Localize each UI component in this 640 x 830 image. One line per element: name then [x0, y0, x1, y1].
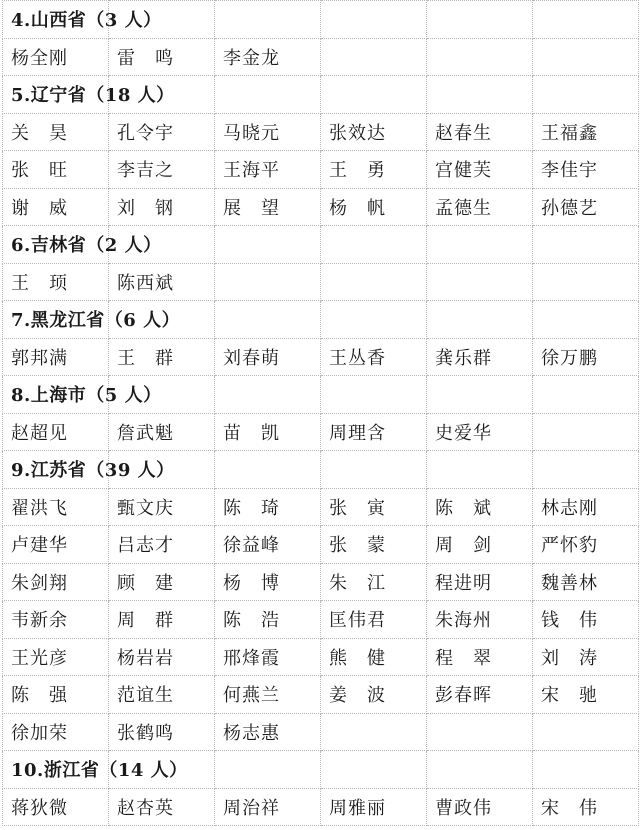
name-cell: 王福鑫: [533, 113, 639, 151]
empty-cell: [533, 301, 639, 339]
name-cell: 甄文庆: [109, 488, 215, 526]
name-cell: 钱 伟: [533, 601, 639, 639]
name-row: [3, 413, 639, 451]
name-cell: 匡伟君: [321, 601, 427, 639]
name-cell: 程进明: [427, 563, 533, 601]
name-row: [3, 676, 639, 714]
empty-cell: [533, 713, 639, 751]
empty-cell: [427, 38, 533, 76]
name-cell: 程 翠: [427, 638, 533, 676]
name-cell: 蒋狄微: [3, 788, 109, 826]
empty-cell: [427, 451, 533, 489]
empty-cell: [533, 751, 639, 789]
empty-cell: [321, 751, 427, 789]
section-header-row: [3, 1, 639, 39]
name-cell: 李金龙: [215, 38, 321, 76]
section-header: 5.辽宁省（18 人）: [3, 76, 109, 114]
name-row: [3, 563, 639, 601]
name-row: [3, 188, 639, 226]
name-cell: 张 旺: [3, 151, 109, 189]
name-cell: 宋 伟: [533, 788, 639, 826]
name-cell: 熊 健: [321, 638, 427, 676]
name-cell: 李吉之: [109, 151, 215, 189]
name-cell: 林志刚: [533, 488, 639, 526]
empty-cell: [321, 1, 427, 39]
name-cell: 张 蒙: [321, 526, 427, 564]
name-cell: 邢烽霞: [215, 638, 321, 676]
empty-cell: [427, 263, 533, 301]
name-cell: 刘 涛: [533, 638, 639, 676]
name-cell: 翟洪飞: [3, 488, 109, 526]
name-cell: 范谊生: [109, 676, 215, 714]
empty-cell: [427, 76, 533, 114]
name-cell: 韦新余: [3, 601, 109, 639]
section-header-row: [3, 751, 639, 789]
name-cell: 孔令宇: [109, 113, 215, 151]
name-row: [3, 713, 639, 751]
empty-cell: [215, 263, 321, 301]
section-header: 6.吉林省（2 人）: [3, 226, 109, 264]
name-row: [3, 151, 639, 189]
section-header-row: [3, 376, 639, 414]
name-cell: 赵超见: [3, 413, 109, 451]
name-cell: 朱剑翔: [3, 563, 109, 601]
name-cell: 杨岩岩: [109, 638, 215, 676]
roster-table: [2, 0, 639, 826]
name-cell: 陈 强: [3, 676, 109, 714]
name-cell: 詹武魁: [109, 413, 215, 451]
name-cell: 展 望: [215, 188, 321, 226]
name-cell: 孟德生: [427, 188, 533, 226]
name-row: [3, 338, 639, 376]
name-cell: 周理含: [321, 413, 427, 451]
empty-cell: [321, 38, 427, 76]
name-cell: 谢 威: [3, 188, 109, 226]
name-cell: 卢建华: [3, 526, 109, 564]
section-header: 7.黑龙江省（6 人）: [3, 301, 109, 339]
section-header-row: [3, 451, 639, 489]
empty-cell: [533, 76, 639, 114]
name-cell: 徐加荣: [3, 713, 109, 751]
section-header: 8.上海市（5 人）: [3, 376, 109, 414]
empty-cell: [533, 263, 639, 301]
name-cell: 徐益峰: [215, 526, 321, 564]
empty-cell: [321, 301, 427, 339]
name-row: [3, 601, 639, 639]
name-cell: 刘 钢: [109, 188, 215, 226]
name-cell: 吕志才: [109, 526, 215, 564]
name-cell: 周治祥: [215, 788, 321, 826]
name-cell: 龚乐群: [427, 338, 533, 376]
name-cell: 宋 驰: [533, 676, 639, 714]
name-cell: 魏善林: [533, 563, 639, 601]
section-header-row: [3, 76, 639, 114]
empty-cell: [427, 751, 533, 789]
empty-cell: [427, 376, 533, 414]
empty-cell: [427, 226, 533, 264]
name-cell: 彭春晖: [427, 676, 533, 714]
name-cell: 曹政伟: [427, 788, 533, 826]
empty-cell: [533, 38, 639, 76]
name-cell: 王海平: [215, 151, 321, 189]
section-header-row: [3, 301, 639, 339]
empty-cell: [215, 751, 321, 789]
name-cell: 杨 博: [215, 563, 321, 601]
empty-cell: [321, 76, 427, 114]
empty-cell: [533, 451, 639, 489]
name-cell: 王丛香: [321, 338, 427, 376]
name-cell: 刘春萌: [215, 338, 321, 376]
empty-cell: [427, 1, 533, 39]
empty-cell: [321, 713, 427, 751]
name-cell: 陈 斌: [427, 488, 533, 526]
empty-cell: [427, 713, 533, 751]
name-cell: 陈 琦: [215, 488, 321, 526]
empty-cell: [215, 226, 321, 264]
name-cell: 何燕兰: [215, 676, 321, 714]
name-cell: 苗 凯: [215, 413, 321, 451]
empty-cell: [321, 376, 427, 414]
name-cell: 朱海州: [427, 601, 533, 639]
name-cell: 杨志惠: [215, 713, 321, 751]
name-cell: 顾 建: [109, 563, 215, 601]
name-cell: 王 勇: [321, 151, 427, 189]
section-header: 4.山西省（3 人）: [3, 1, 109, 39]
name-row: [3, 638, 639, 676]
empty-cell: [427, 301, 533, 339]
name-row: [3, 113, 639, 151]
name-row: [3, 38, 639, 76]
name-cell: 关 昊: [3, 113, 109, 151]
name-row: [3, 788, 639, 826]
name-row: [3, 488, 639, 526]
name-cell: 马晓元: [215, 113, 321, 151]
name-cell: 史爱华: [427, 413, 533, 451]
empty-cell: [215, 76, 321, 114]
name-cell: 徐万鹏: [533, 338, 639, 376]
name-cell: 杨 帆: [321, 188, 427, 226]
section-header: 10.浙江省（14 人）: [3, 751, 109, 789]
name-cell: 王 群: [109, 338, 215, 376]
empty-cell: [321, 226, 427, 264]
name-cell: 王 顼: [3, 263, 109, 301]
name-cell: 姜 波: [321, 676, 427, 714]
name-cell: 赵杏英: [109, 788, 215, 826]
name-cell: 赵春生: [427, 113, 533, 151]
name-cell: 周雅丽: [321, 788, 427, 826]
empty-cell: [533, 226, 639, 264]
empty-cell: [215, 301, 321, 339]
name-cell: 张 寅: [321, 488, 427, 526]
name-cell: 雷 鸣: [109, 38, 215, 76]
name-cell: 王光彦: [3, 638, 109, 676]
name-cell: 陈西斌: [109, 263, 215, 301]
name-cell: 杨全刚: [3, 38, 109, 76]
name-cell: 张鹤鸣: [109, 713, 215, 751]
name-cell: 严怀豹: [533, 526, 639, 564]
empty-cell: [215, 451, 321, 489]
name-cell: 朱 江: [321, 563, 427, 601]
name-cell: 宫健芙: [427, 151, 533, 189]
name-cell: 陈 浩: [215, 601, 321, 639]
name-row: [3, 263, 639, 301]
empty-cell: [215, 376, 321, 414]
section-header: 9.江苏省（39 人）: [3, 451, 109, 489]
name-cell: 孙德艺: [533, 188, 639, 226]
empty-cell: [215, 1, 321, 39]
name-cell: 李佳宇: [533, 151, 639, 189]
name-cell: 张效达: [321, 113, 427, 151]
name-cell: 郭邦满: [3, 338, 109, 376]
empty-cell: [321, 451, 427, 489]
empty-cell: [533, 1, 639, 39]
name-cell: 周 群: [109, 601, 215, 639]
section-header-row: [3, 226, 639, 264]
empty-cell: [533, 413, 639, 451]
empty-cell: [533, 376, 639, 414]
roster-body: [3, 1, 639, 826]
name-cell: 周 剑: [427, 526, 533, 564]
empty-cell: [321, 263, 427, 301]
name-row: [3, 526, 639, 564]
